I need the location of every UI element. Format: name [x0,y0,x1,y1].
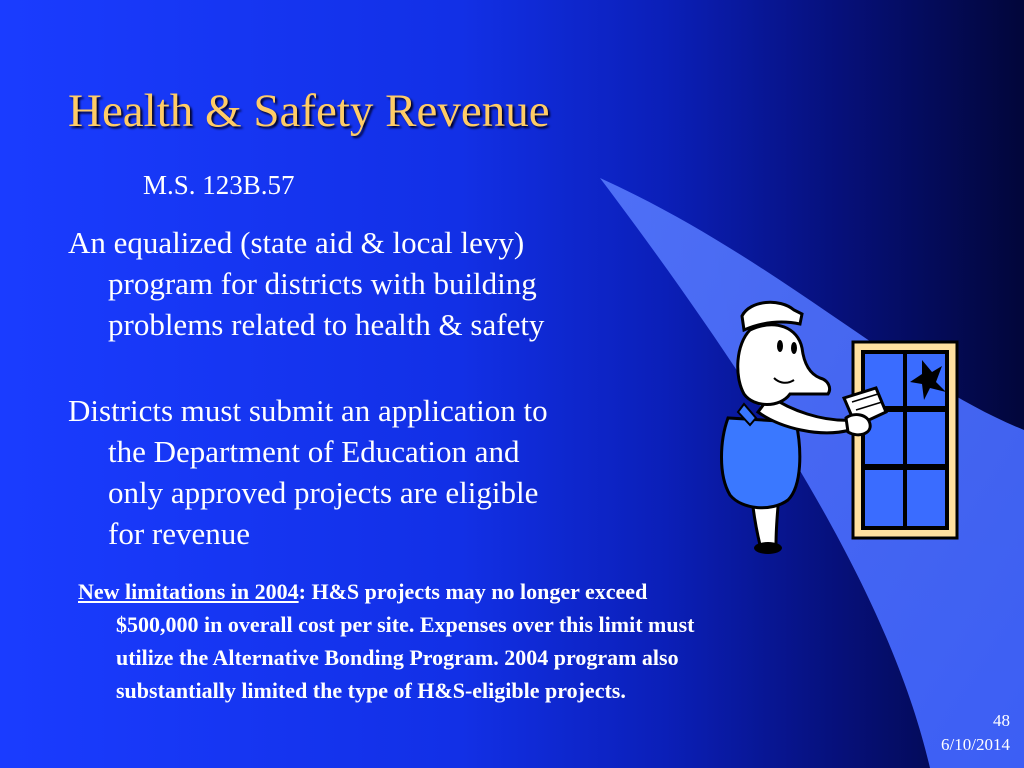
slide-number: 48 [993,711,1010,730]
statute-reference: M.S. 123B.57 [143,170,295,200]
slide-date: 6/10/2014 [941,735,1010,754]
note-first-line [78,575,898,608]
note-line: utilize the Alternative Bonding Program. 2004 program also [116,645,679,670]
bullet-line: only approved projects are eligible [108,475,539,510]
note-line: $500,000 in overall cost per site. Expenses over this limit must [116,612,695,637]
bullet-application-requirement [68,390,708,554]
bullet-line: An equalized (state aid & local levy) [68,225,525,260]
note-first-line-text: : H&S projects may no longer exceed [298,579,648,604]
bullet-line: program for districts with building [108,266,537,301]
worker-washing-broken-window-icon [710,290,970,560]
bullet-line: Districts must submit an application to [68,393,548,428]
note-label: New limitations in 2004 [78,579,299,604]
slide-title: Health & Safety Revenue [68,85,550,137]
bullet-line: problems related to health & safety [108,307,545,342]
note-line: substantially limited the type of H&S-eligible projects. [116,678,626,703]
bullet-equalized-program [68,222,708,345]
limitations-note [78,575,898,707]
bullet-line: the Department of Education and [108,434,520,469]
bullet-line: for revenue [108,516,250,551]
